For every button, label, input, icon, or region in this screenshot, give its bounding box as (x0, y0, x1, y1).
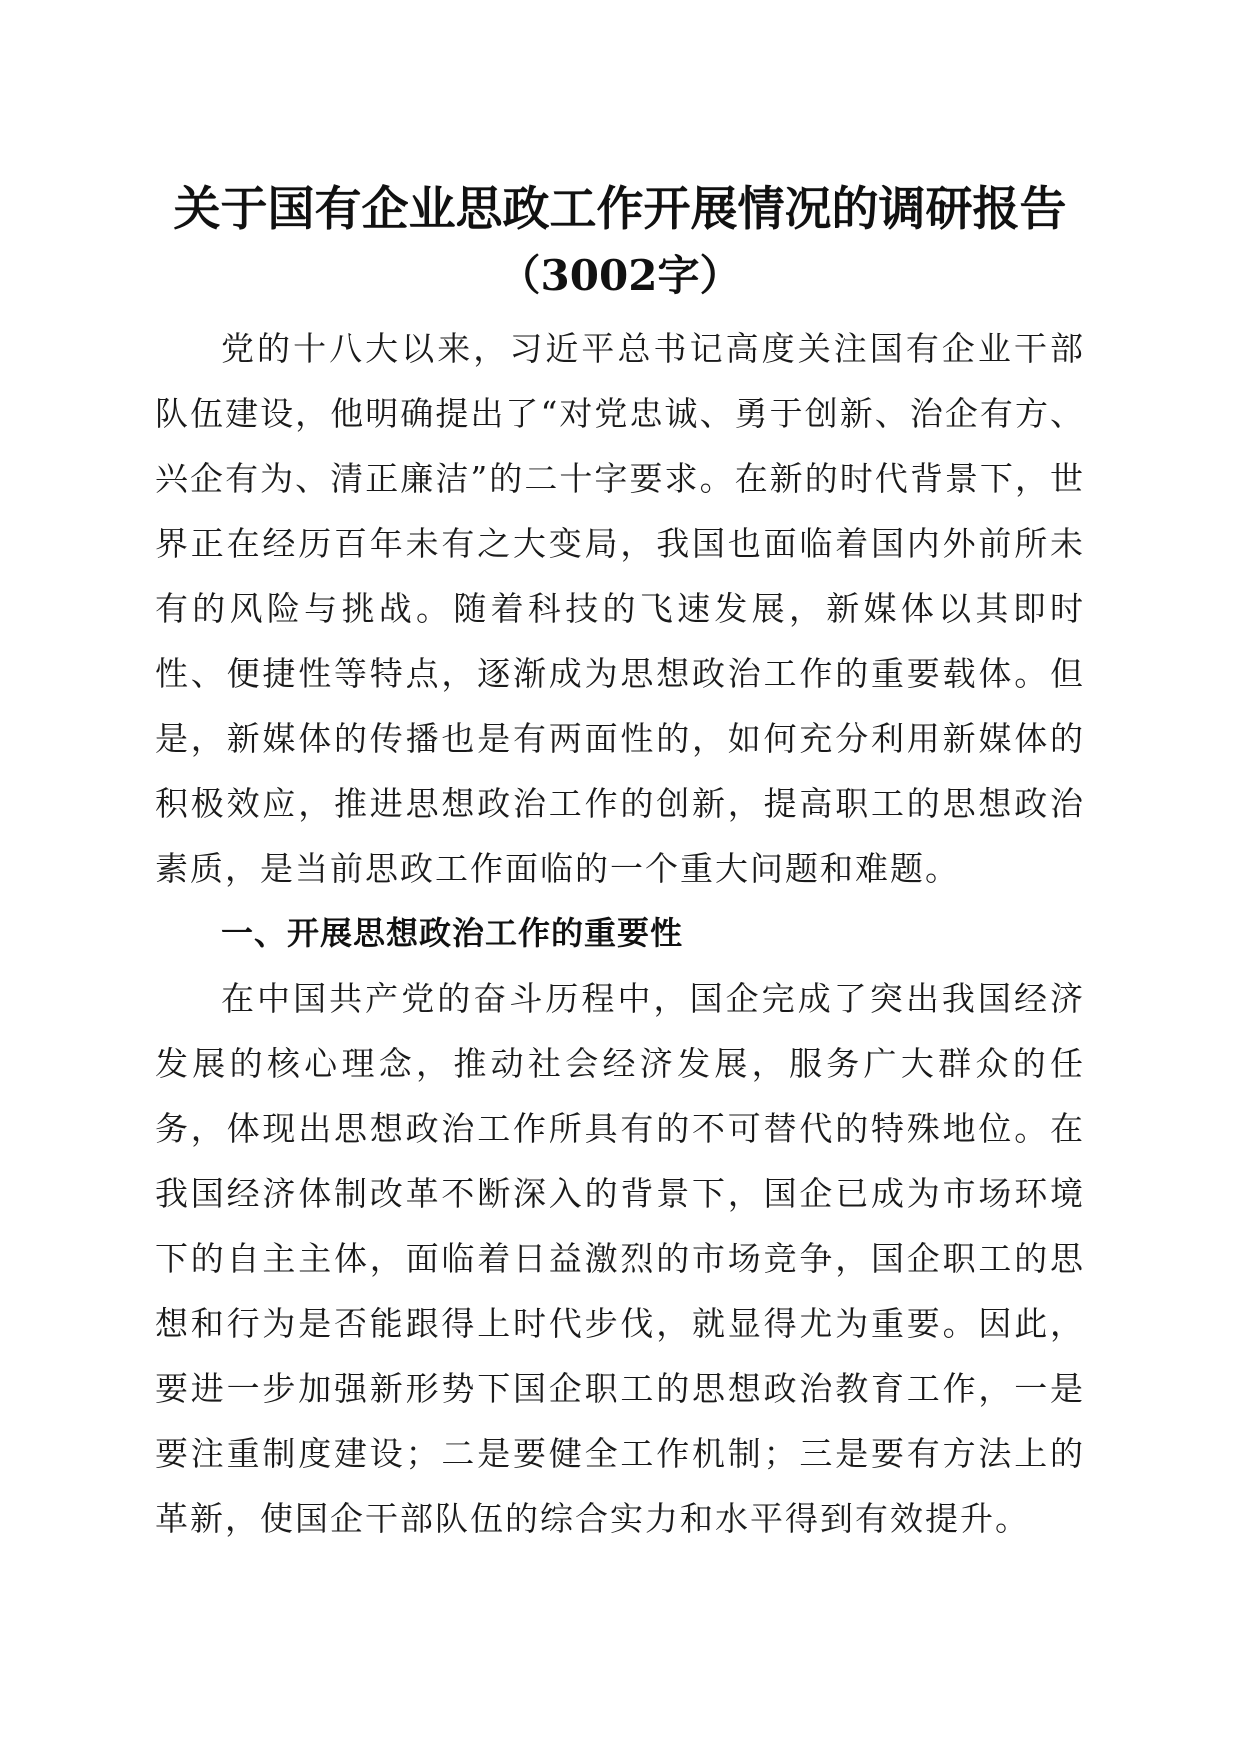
document-title: 关于国有企业思政工作开展情况的调研报告 (173, 182, 1067, 237)
intro-paragraph: 党的十八大以来，习近平总书记高度关注国有企业干部队伍建设，他明确提出了“对党忠诚、勇于创新、治企有方、兴企有为、清正廉洁”的二十字要求。在新的时代背景下，世界正在经历百年未有之大变局，我国也面临着国内外前所未有的风险与挑战。随着科技的飞速发展，新媒体以其即时性、便捷性等特点，逐渐成为思想政治工作的重要载体。但是，新媒体的传播也是有两面性的，如何充分利用新媒体的积极效应，推进思想政治工作的创新，提高职工的思想政治素质，是当前思政工作面临的一个重大问题和难题。 (155, 329, 1085, 888)
section-1-paragraph: 在中国共产党的奋斗历程中，国企完成了突出我国经济发展的核心理念，推动社会经济发展，服务广大群众的任务，体现出思想政治工作所具有的不可替代的特殊地位。在我国经济体制改革不断深入的背景下，国企已成为市场环境下的自主主体，面临着日益激烈的市场竞争，国企职工的思想和行为是否能跟得上时代步伐，就显得尤为重要。因此，要进一步加强新形势下国企职工的思想政治教育工作，一是要注重制度建设；二是要健全工作机制；三是要有方法上的革新，使国企干部队伍的综合实力和水平得到有效提升。 (155, 979, 1085, 1538)
document-subtitle: （3002字） (498, 251, 742, 300)
document-body (155, 316, 1085, 1551)
section-1-heading: 一、开展思想政治工作的重要性 (221, 914, 684, 952)
